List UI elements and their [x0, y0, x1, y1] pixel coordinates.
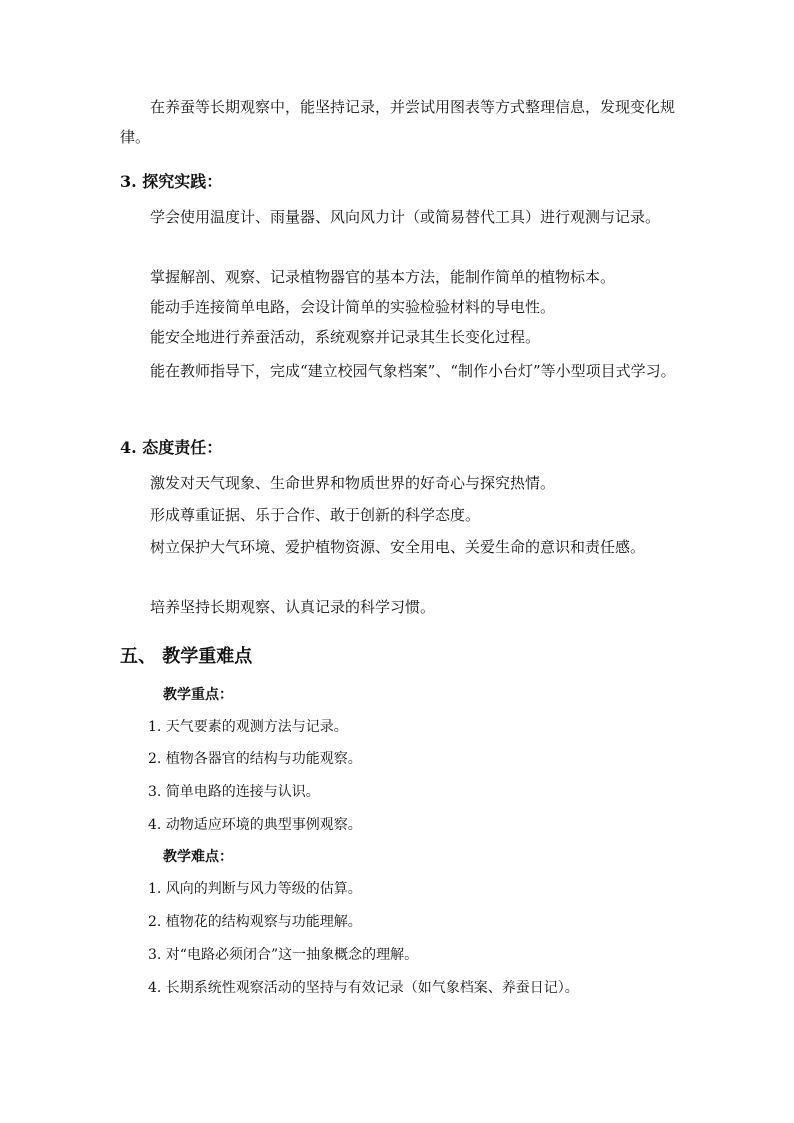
list-item-key-point-4: 4. 动物适应环境的典型事例观察。: [148, 817, 362, 833]
paragraph-responsibility: 树立保护大气环境、爱护植物资源、安全用电、关爱生命的意识和责任感。: [150, 538, 646, 556]
list-item-key-point-2: 2. 植物各器官的结构与功能观察。: [148, 751, 362, 767]
list-item-key-point-1: 1. 天气要素的观测方法与记录。: [148, 719, 348, 735]
list-item-key-point-3: 3. 简单电路的连接与认识。: [148, 784, 320, 800]
label-key-points: 教学重点：: [163, 687, 233, 703]
paragraph-curiosity: 激发对天气现象、生命世界和物质世界的好奇心与探究热情。: [150, 474, 556, 492]
paragraph-long-term-observation: 在养蚕等长期观察中，能坚持记录，并尝试用图表等方式整理信息，发现变化规律。: [120, 98, 676, 146]
paragraph-simple-circuit: 能动手连接简单电路，会设计简单的实验检验材料的导电性。: [150, 298, 556, 316]
paragraph-project-learning: 能在教师指导下，完成“建立校园气象档案”、“制作小台灯”等小型项目式学习。: [150, 362, 676, 380]
section-heading-key-difficult-points: 五、 教学重难点: [120, 646, 253, 667]
list-item-difficult-point-1: 1. 风向的判断与风力等级的估算。: [148, 881, 362, 897]
list-item-difficult-point-2: 2. 植物花的结构观察与功能理解。: [148, 914, 362, 930]
paragraph-weather-instruments: 学会使用温度计、雨量器、风向风力计（或简易替代工具）进行观测与记录。: [150, 208, 661, 226]
list-item-difficult-point-4: 4. 长期系统性观察活动的坚持与有效记录（如气象档案、养蚕日记）。: [148, 980, 579, 996]
section-heading-attitude-responsibility: 4. 态度责任：: [120, 438, 223, 457]
paragraph-habits: 培养坚持长期观察、认真记录的科学习惯。: [150, 598, 436, 616]
paragraph-silkworm-raising: 能安全地进行养蚕活动，系统观察并记录其生长变化过程。: [150, 328, 541, 346]
paragraph-plant-dissection: 掌握解剖、观察、记录植物器官的基本方法，能制作简单的植物标本。: [150, 268, 616, 286]
paragraph-scientific-attitude: 形成尊重证据、乐于合作、敢于创新的科学态度。: [150, 506, 481, 524]
section-heading-inquiry-practice: 3. 探究实践：: [120, 172, 223, 191]
label-difficult-points: 教学难点：: [163, 849, 233, 865]
list-item-difficult-point-3: 3. 对“电路必须闭合”这一抽象概念的理解。: [148, 947, 419, 963]
